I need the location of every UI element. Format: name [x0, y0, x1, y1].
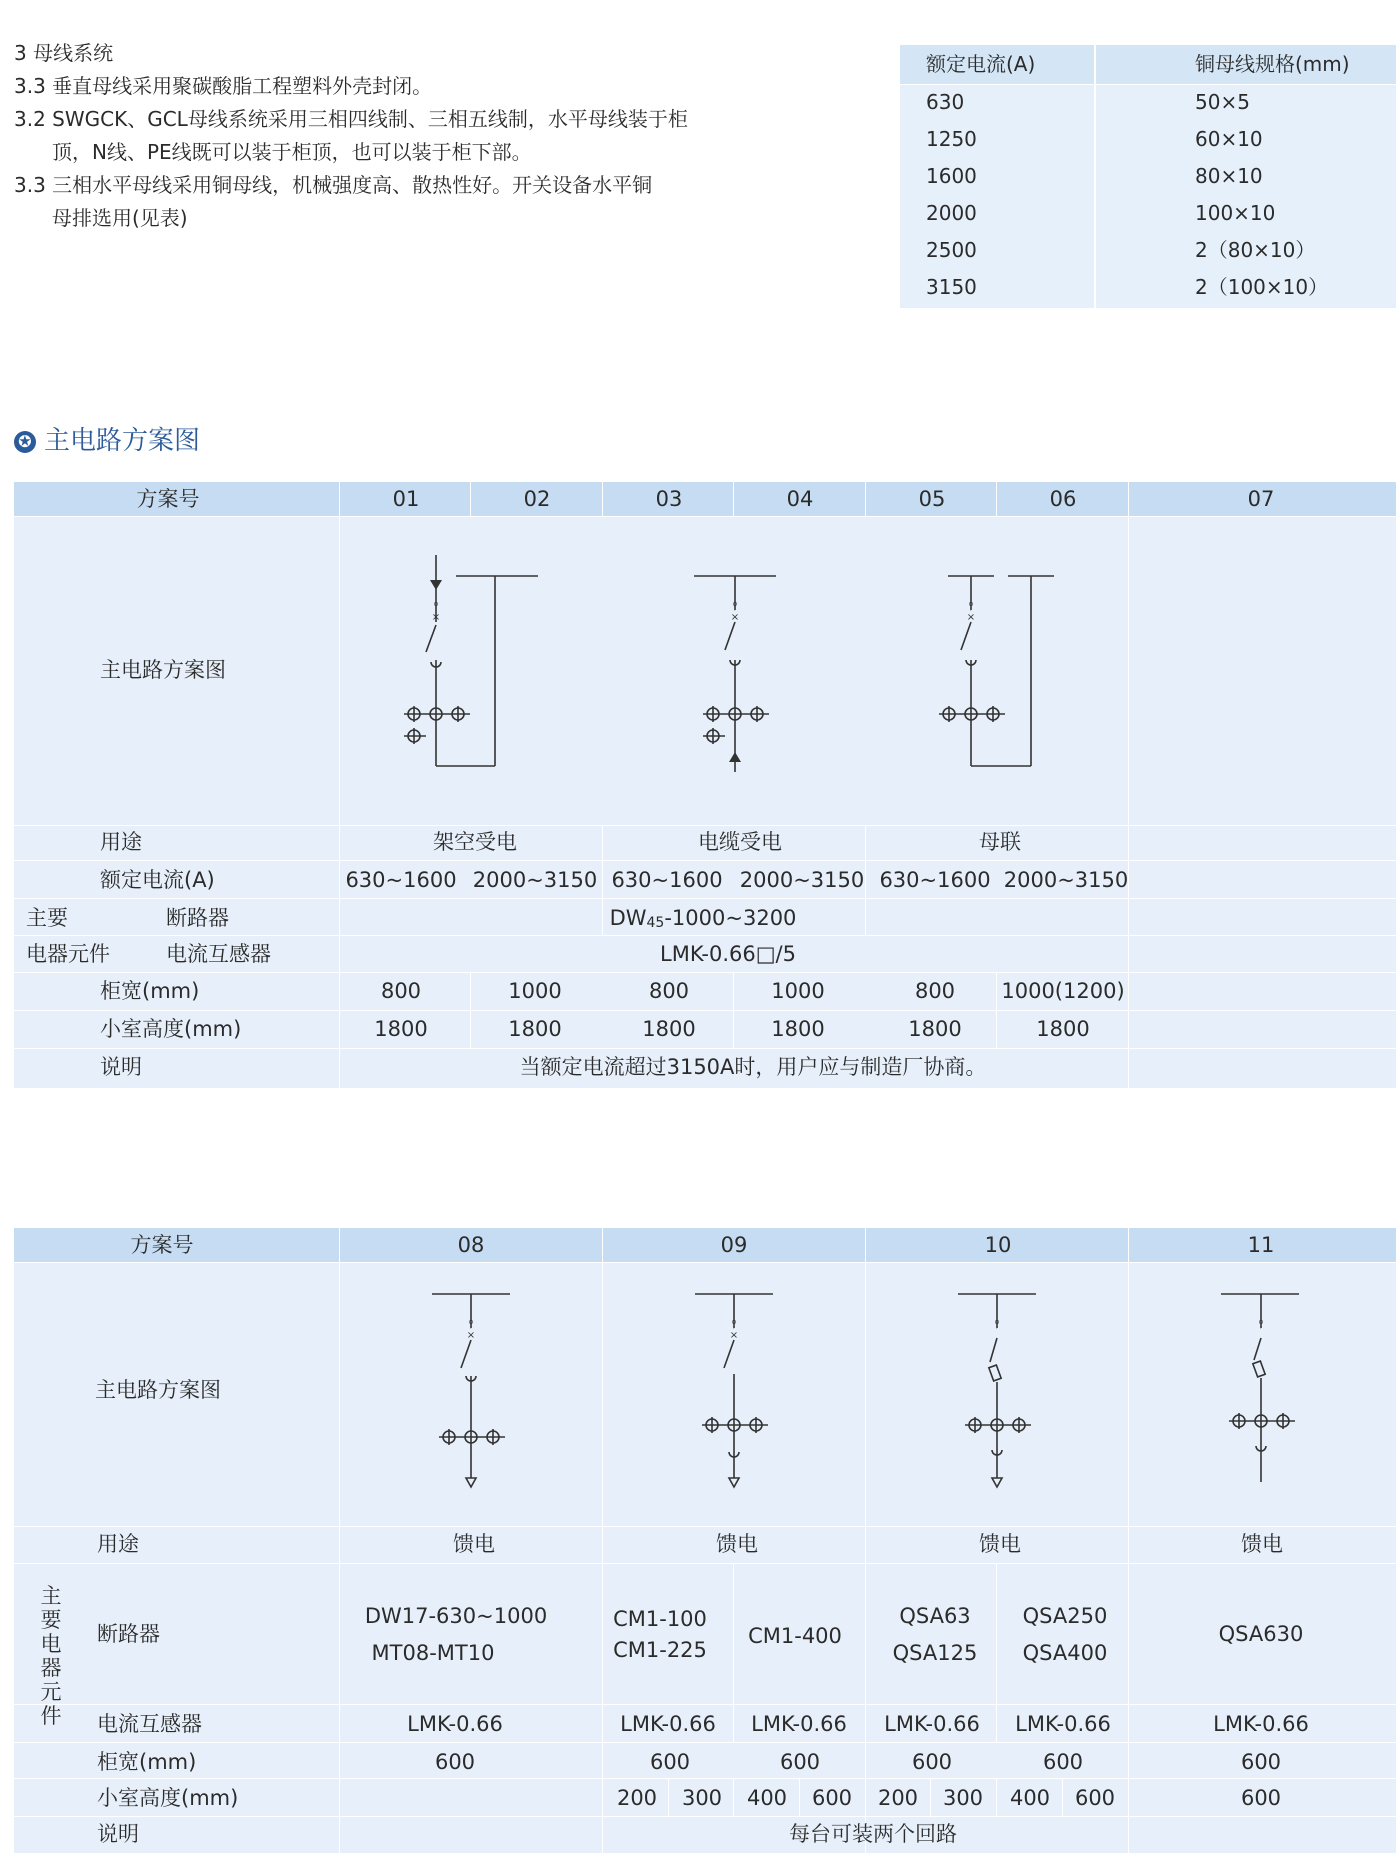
t2-height: 400 — [1009, 1786, 1051, 1810]
busbar-row-current: 630 — [926, 90, 965, 114]
t1-current: 2000~3150 — [472, 868, 598, 892]
t1-height: 1800 — [508, 1017, 562, 1041]
t1-breaker-rest: -1000~3200 — [664, 906, 797, 930]
t2-height: 600 — [811, 1786, 853, 1810]
t2-height: 200 — [616, 1786, 658, 1810]
intro-line-3: 3.2 SWGCK、GCL母线系统采用三相四线制、三相五线制，水平母线装于柜 — [14, 107, 688, 131]
t1-diagram-label: 主电路方案图 — [100, 658, 226, 682]
t2-breaker: CM1-400 — [748, 1624, 842, 1648]
t2-height: 300 — [942, 1786, 984, 1810]
t2-usage: 馈电 — [1241, 1532, 1283, 1556]
t1-breaker-prefix: DW — [609, 906, 647, 930]
t1-scheme-no: 03 — [655, 487, 683, 511]
svg-text:×: × — [966, 612, 976, 623]
busbar-row-spec: 2（100×10） — [1195, 275, 1329, 299]
svg-text:⫯: ⫯ — [468, 1317, 474, 1331]
busbar-row-current: 2000 — [926, 201, 977, 225]
t2-main-label-vertical: 主要电器元件 — [40, 1584, 62, 1728]
t2-ct-label: 电流互感器 — [97, 1712, 202, 1736]
t1-height: 1800 — [1036, 1017, 1090, 1041]
t2-breaker: QSA125 — [892, 1641, 978, 1665]
intro-line-5: 3.3 三相水平母线采用铜母线，机械强度高、散热性好。开关设备水平铜 — [14, 173, 653, 197]
t2-breaker: MT08-MT10 — [371, 1641, 495, 1665]
t2-width: 600 — [649, 1750, 691, 1774]
busbar-row-current: 1250 — [926, 127, 977, 151]
t2-ct: LMK-0.66 — [1213, 1712, 1309, 1736]
t1-ct-value: LMK-0.66□/5 — [660, 942, 796, 966]
t2-breaker: DW17-630~1000 — [364, 1604, 548, 1628]
t2-ct: LMK-0.66 — [407, 1712, 503, 1736]
busbar-spec-table — [900, 45, 1396, 308]
t2-breaker-label: 断路器 — [97, 1622, 160, 1646]
busbar-header-spec: 铜母线规格(mm) — [1195, 52, 1350, 76]
t1-width: 800 — [914, 979, 956, 1003]
star-icon: ✪ — [14, 431, 36, 453]
busbar-row-current: 2500 — [926, 238, 977, 262]
t1-note: 当额定电流超过3150A时，用户应与制造厂协商。 — [519, 1055, 987, 1079]
t2-diagram-label: 主电路方案图 — [95, 1378, 221, 1402]
svg-text:⫯: ⫯ — [731, 1317, 737, 1331]
intro-line-1: 3 母线系统 — [14, 41, 114, 65]
t1-header-label: 方案号 — [136, 487, 200, 511]
t2-circuit-diagram-08 — [420, 1282, 530, 1512]
t1-ct-label: 电流互感器 — [166, 942, 271, 966]
t1-circuit-diagram-01-02 — [396, 550, 556, 780]
t1-usage: 母联 — [979, 830, 1021, 854]
t1-current: 630~1600 — [345, 868, 457, 892]
section-title-text: 主电路方案图 — [44, 426, 201, 456]
t1-main-label-1: 主要 — [26, 906, 68, 930]
intro-line-4: 顶，N线、PE线既可以装于柜顶，也可以装于柜下部。 — [52, 140, 532, 164]
t2-ct: LMK-0.66 — [1015, 1712, 1111, 1736]
t2-height: 400 — [746, 1786, 788, 1810]
t1-usage: 电缆受电 — [698, 830, 782, 854]
t2-breaker: QSA250 — [1022, 1604, 1108, 1628]
t2-width: 600 — [434, 1750, 476, 1774]
busbar-row-spec: 2（80×10） — [1195, 238, 1316, 262]
t2-header-label: 方案号 — [130, 1233, 194, 1257]
t1-breaker-label: 断路器 — [166, 906, 229, 930]
busbar-row-current: 1600 — [926, 164, 977, 188]
t2-width-label: 柜宽(mm) — [97, 1750, 197, 1774]
t1-current: 2000~3150 — [1003, 868, 1129, 892]
t2-height: 600 — [1074, 1786, 1116, 1810]
t1-main-label-2: 电器元件 — [26, 942, 110, 966]
t1-circuit-diagram-03-04 — [680, 550, 810, 780]
t2-breaker: CM1-100 — [613, 1607, 707, 1631]
t1-scheme-no: 01 — [392, 487, 420, 511]
t1-width: 800 — [380, 979, 422, 1003]
svg-text:⫯: ⫯ — [1258, 1317, 1264, 1331]
t2-height: 200 — [877, 1786, 919, 1810]
t2-scheme-no: 09 — [720, 1233, 748, 1257]
t1-breaker-sub: 45 — [646, 915, 665, 931]
t1-breaker-value — [610, 904, 797, 937]
t2-usage: 馈电 — [979, 1532, 1021, 1556]
busbar-row-spec: 60×10 — [1195, 127, 1263, 151]
t2-width: 600 — [1042, 1750, 1084, 1774]
t1-scheme-no: 06 — [1049, 487, 1077, 511]
svg-text:⫯: ⫯ — [994, 1317, 1000, 1331]
t2-width: 600 — [911, 1750, 953, 1774]
t1-note-label: 说明 — [100, 1055, 142, 1079]
t2-scheme-no: 08 — [457, 1233, 485, 1257]
t2-circuit-diagram-11 — [1209, 1282, 1319, 1512]
section-title — [14, 420, 200, 457]
t2-width: 600 — [779, 1750, 821, 1774]
t1-height: 1800 — [374, 1017, 428, 1041]
t2-height: 600 — [1240, 1786, 1282, 1810]
t2-usage-label: 用途 — [97, 1532, 139, 1556]
svg-text:×: × — [729, 1330, 739, 1341]
t2-note: 每台可装两个回路 — [789, 1822, 957, 1846]
t2-usage: 馈电 — [716, 1532, 758, 1556]
svg-text:⫯: ⫯ — [433, 599, 439, 613]
t2-breaker: QSA400 — [1022, 1641, 1108, 1665]
intro-line-2: 3.3 垂直母线采用聚碳酸脂工程塑料外壳封闭。 — [14, 74, 433, 98]
busbar-row-spec: 80×10 — [1195, 164, 1263, 188]
t1-circuit-diagram-05-06 — [930, 550, 1070, 780]
svg-text:⫯: ⫯ — [968, 599, 974, 613]
svg-text:⫯: ⫯ — [732, 599, 738, 613]
busbar-row-spec: 100×10 — [1195, 201, 1276, 225]
t1-usage: 架空受电 — [433, 830, 517, 854]
intro-line-6: 母排选用(见表) — [52, 206, 188, 230]
svg-text:×: × — [466, 1330, 476, 1341]
svg-text:×: × — [730, 612, 740, 623]
t2-scheme-no: 11 — [1247, 1233, 1275, 1257]
t1-scheme-no: 02 — [523, 487, 551, 511]
t1-current: 630~1600 — [879, 868, 991, 892]
t2-width: 600 — [1240, 1750, 1282, 1774]
t1-height: 1800 — [908, 1017, 962, 1041]
t2-ct: LMK-0.66 — [620, 1712, 716, 1736]
busbar-row-spec: 50×5 — [1195, 90, 1250, 114]
t1-scheme-no: 04 — [786, 487, 814, 511]
t2-ct: LMK-0.66 — [751, 1712, 847, 1736]
t2-height: 300 — [681, 1786, 723, 1810]
t1-width: 1000(1200) — [1001, 979, 1125, 1003]
t1-width-label: 柜宽(mm) — [100, 979, 200, 1003]
t2-usage: 馈电 — [453, 1532, 495, 1556]
t1-current: 2000~3150 — [739, 868, 865, 892]
t1-scheme-no: 07 — [1247, 487, 1275, 511]
t1-usage-label: 用途 — [100, 830, 142, 854]
t2-height-label: 小室高度(mm) — [97, 1786, 239, 1810]
t1-height: 1800 — [642, 1017, 696, 1041]
svg-text:×: × — [431, 612, 441, 623]
t1-width: 1000 — [508, 979, 562, 1003]
t1-height-label: 小室高度(mm) — [100, 1017, 242, 1041]
t2-ct: LMK-0.66 — [884, 1712, 980, 1736]
t2-scheme-no: 10 — [984, 1233, 1012, 1257]
busbar-row-current: 3150 — [926, 275, 977, 299]
t1-scheme-no: 05 — [918, 487, 946, 511]
t1-width: 1000 — [771, 979, 825, 1003]
t2-note-label: 说明 — [97, 1822, 139, 1846]
t1-height: 1800 — [771, 1017, 825, 1041]
t2-breaker: QSA630 — [1218, 1622, 1304, 1646]
t2-circuit-diagram-09 — [683, 1282, 793, 1512]
t2-circuit-diagram-10 — [946, 1282, 1056, 1512]
busbar-header-current: 额定电流(A) — [926, 52, 1036, 76]
t2-breaker: QSA63 — [899, 1604, 971, 1628]
t2-breaker: CM1-225 — [613, 1638, 707, 1662]
t1-width: 800 — [648, 979, 690, 1003]
t1-current-label: 额定电流(A) — [100, 868, 215, 892]
t1-current: 630~1600 — [611, 868, 723, 892]
